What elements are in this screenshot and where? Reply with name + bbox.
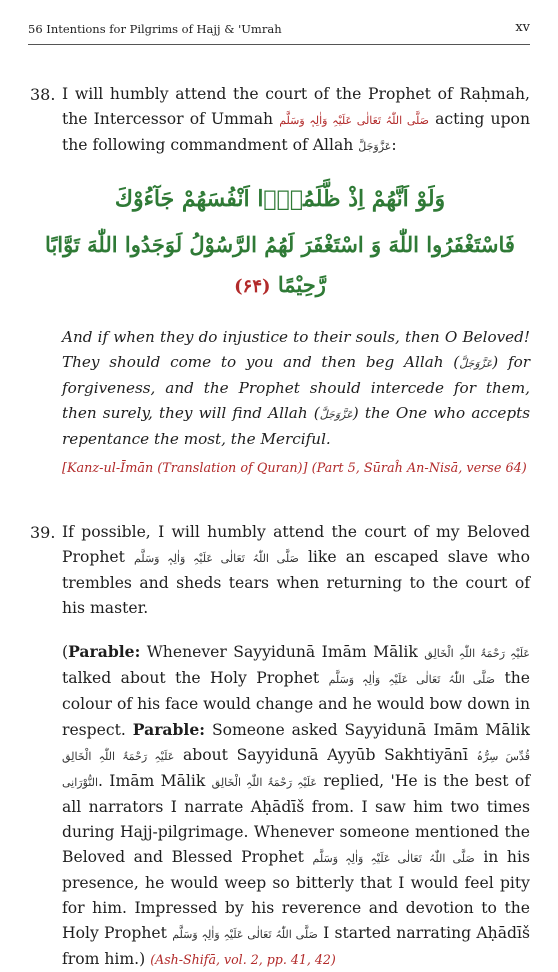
quran-verse-line-1: وَلَوْ اَنَّهُمْ اِذْ ظَّلَمُوْۤا اَنْفُسَهُمْ جَآءُوْكَ xyxy=(114,186,446,212)
translation-part: ) for forgiveness, and the Prophet should intercede for them, then surely, they will find Allah ( xyxy=(62,353,530,422)
item-text-part: I will humbly attend the court of the Prophet of Raḥmah, the Intercessor of Ummah xyxy=(62,85,530,128)
para-text: in his presence, he would weep so bitterly that I would feel pity for him. Impressed by his reverence and devotion to the Holy Prophet xyxy=(62,848,530,942)
para-text: the colour of his face would change and he would bow down in respect. xyxy=(62,669,530,739)
quddisa-honorific: قُدِّسَ سِرُّہُ النُّوْرَانِی xyxy=(62,750,530,789)
paren: ( xyxy=(62,643,69,661)
rahmah-honorific: عَلَیْہِ رَحْمَۃُ اللّٰہِ الْخَالِق xyxy=(211,776,317,789)
salawat-honorific: صَلَّی اللّٰہُ تَعَالٰی عَلَیْہِ وَاٰلِہٖ وَسَلَّم xyxy=(312,852,475,865)
parable-label: Parable: xyxy=(68,642,141,661)
azza-wa-jalla-honorific: عَزَّوَجَلَّ xyxy=(459,357,493,370)
verse-translation xyxy=(30,325,530,452)
salawat-honorific: صَلَّی اللّٰہُ تَعَالٰی عَلَیْہِ وَاٰلِہٖ وَسَلَّم xyxy=(133,552,299,565)
item-text-part: If possible, I will humbly attend the court of my Beloved Prophet xyxy=(62,523,530,566)
azza-wa-jalla-honorific: عَزَّوَجَلَّ xyxy=(319,408,353,421)
item-text xyxy=(62,82,530,159)
salawat-honorific: صَلَّی اللّٰہُ تَعَالٰی عَلَیْہِ وَاٰلِہٖ وَسَلَّم xyxy=(172,928,318,941)
verse-number-mark: (۶۴) xyxy=(234,276,271,297)
salawat-honorific: صَلَّی اللّٰہُ تَعَالٰی عَلَیْہِ وَاٰلِہٖ وَسَلَّم xyxy=(279,114,429,127)
running-header xyxy=(28,18,530,45)
list-item-38 xyxy=(30,82,530,159)
para-text: . Imām Mālik xyxy=(98,772,206,790)
item-text xyxy=(62,520,530,621)
item-text-part: acting upon the following commandment of Allah xyxy=(62,110,530,154)
item-text-part: : xyxy=(391,136,397,154)
translation-part: And if when they do injustice to their souls, then O Beloved! They should come to you and then beg Allah ( xyxy=(62,328,530,371)
para-text: about Sayyidunā Ayyūb Sakhtiyānī xyxy=(182,746,468,764)
para-text: I started narrating Aḥādīš from him.) xyxy=(62,924,530,968)
para-text: Someone asked Sayyidunā Imām Mālik xyxy=(211,721,530,739)
rahmah-honorific: عَلَیْہِ رَحْمَۃُ اللّٰہِ الْخَالِق xyxy=(424,647,530,660)
item-text-part: like an escaped slave who trembles and sheds tears when returning to the court of his master. xyxy=(62,548,530,617)
parable-label: Parable: xyxy=(132,720,206,739)
salawat-honorific: صَلَّی اللّٰہُ تَعَالٰی عَلَیْہِ وَاٰلِہٖ وَسَلَّم xyxy=(328,673,495,686)
rahmah-honorific: عَلَیْہِ رَحْمَۃُ اللّٰہِ الْخَالِق xyxy=(62,750,175,763)
item-number: 39. xyxy=(30,523,56,542)
parable-paragraph xyxy=(30,639,530,972)
para-text: talked about the Holy Prophet xyxy=(62,669,320,687)
azza-wa-jalla-honorific: عَزَّوَجَلَّ xyxy=(358,140,392,153)
page-body xyxy=(30,82,530,972)
para-text: replied, 'He is the best of all narrators I narrate Aḥādīš from. I saw him two times during Hajj-pilgrimage. Whenever someone mentioned the Beloved and Blessed Prophet xyxy=(62,772,530,866)
book-title: 56 Intentions for Pilgrims of Hajj & 'Umrah xyxy=(28,22,282,36)
verse-reference: [Kanz-ul-Īmān (Translation of Quran)] (Part 5, Sūraĥ An-Nisā, verse 64) xyxy=(62,461,527,476)
quran-verse-line-2 xyxy=(30,225,530,307)
page-number: xv xyxy=(515,20,530,35)
list-item-39 xyxy=(30,520,530,621)
para-text: Whenever Sayyidunā Imām Mālik xyxy=(146,643,418,661)
item-number: 38. xyxy=(30,85,56,104)
translation-part: ) the One who accepts repentance the most, the Merciful. xyxy=(62,404,530,448)
verse-text: فَاسْتَغْفَرُوا اللّٰهَ وَ اسْتَغْفَرَ لَهُمُ الرَّسُوْلُ لَوَجَدُوا اللّٰهَ تَوَّابًا رَّحِيْمًا xyxy=(45,232,515,297)
parable-reference: (Ash-Shifā, vol. 2, pp. 41, 42) xyxy=(150,952,336,967)
